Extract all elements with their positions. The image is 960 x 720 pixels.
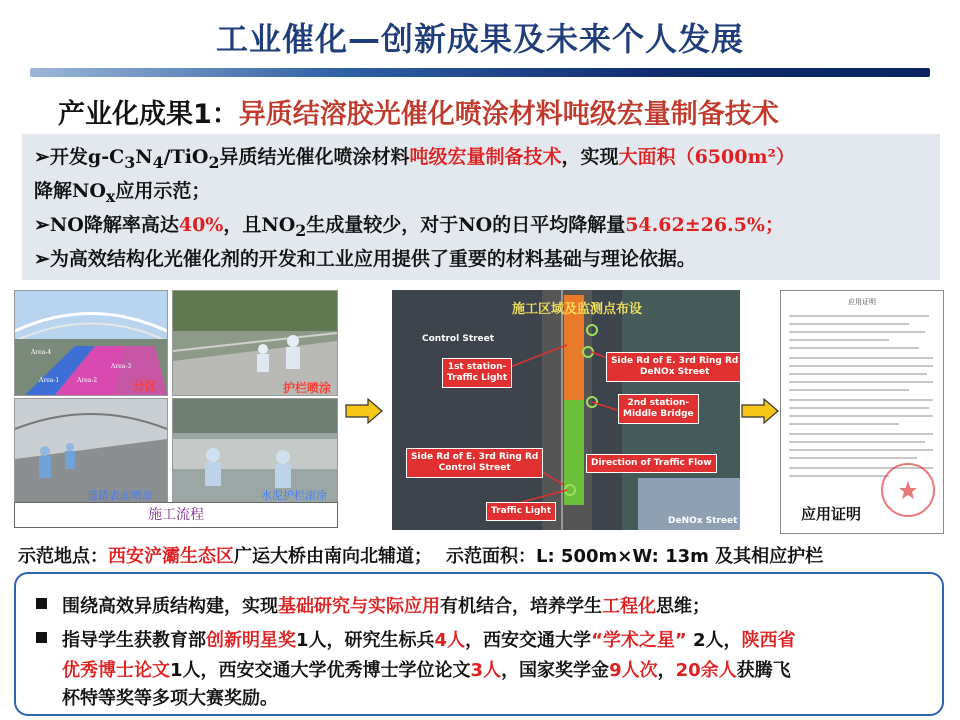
official-seal-icon: [879, 461, 937, 519]
slide-title: 工业催化—创新成果及未来个人发展: [215, 20, 744, 58]
subscript: 4: [152, 152, 164, 172]
subtitle-text: 异质结溶胶光催化喷涂材料吨级宏量制备技术: [238, 99, 779, 130]
location-place: 西安浐灞生态区: [108, 546, 234, 567]
text: N: [135, 146, 153, 168]
certificate-label: 应用证明: [801, 505, 862, 523]
bullet-arrow: ➢: [34, 248, 50, 270]
summary-line-2: [34, 176, 210, 206]
text: 生成量较少，对于NO的日平均降解量: [306, 214, 626, 236]
text: 围绕高效异质结构建，实现: [62, 596, 278, 617]
highlight: 9人次: [609, 660, 658, 681]
construction-process-caption: 施工流程: [14, 502, 338, 528]
text: NO降解率高达: [49, 214, 179, 236]
square-bullet-icon: [36, 632, 47, 643]
subtitle-label: 产业化成果1：: [58, 99, 239, 130]
highlight: 4人: [434, 630, 466, 651]
highlight: 创新明星奖: [206, 630, 296, 651]
map-label-side-control: Side Rd of E. 3rd Ring Rd Control Street: [406, 448, 543, 478]
location-label: 示范地点：: [18, 546, 108, 567]
photo-guardrail-spraying: [172, 290, 338, 396]
text: ，: [657, 660, 676, 681]
square-bullet-icon: [36, 598, 47, 609]
subscript: 3: [124, 152, 136, 172]
photo-label: 分区: [133, 379, 158, 393]
map-label-traffic-light: Traffic Light: [486, 502, 556, 521]
achievements-box: [14, 572, 944, 716]
application-certificate: [780, 290, 944, 534]
achievement-line-1: [62, 592, 710, 618]
area-label: 示范面积：L: 500m×W: 13m 及其相应护栏: [446, 546, 824, 567]
text: ，且NO: [223, 214, 296, 236]
highlight: 基础研究与实际应用: [278, 596, 440, 617]
text: 思维；: [656, 596, 710, 617]
text: 开发g-C: [49, 146, 125, 168]
text: ，实现: [561, 146, 619, 168]
summary-line-1: [34, 142, 795, 172]
text: 为高效结构化光催化剂的开发和工业应用提供了重要的材料基础与理论依据。: [49, 248, 696, 270]
photo-label: 护栏喷涂: [283, 381, 332, 395]
area-label: Area-1: [39, 377, 60, 384]
text: /TiO: [163, 146, 209, 168]
bullet-arrow: ➢: [34, 146, 50, 168]
highlight: 20余人: [675, 660, 737, 681]
map-label-traffic-direction: Direction of Traffic Flow: [586, 454, 717, 473]
text: 降解NO: [34, 180, 106, 202]
demo-location-line: [18, 542, 823, 568]
result-subtitle: [58, 92, 779, 131]
photo-label: 道路表面喷涂: [87, 489, 153, 502]
certificate-heading: 应用证明: [848, 298, 876, 306]
text: 1人，研究生标兵: [296, 630, 435, 651]
highlight: 40%: [178, 214, 224, 236]
summary-line-3: [34, 210, 784, 240]
subscript: 2: [295, 220, 307, 240]
bullet-arrow: ➢: [34, 214, 50, 236]
achievement-line-4: [62, 684, 278, 710]
achievement-line-3: [62, 656, 791, 682]
highlight: （6500m²）: [675, 146, 795, 168]
area-label: Area-3: [111, 363, 132, 370]
map-label-station-1: 1st station- Traffic Light: [442, 358, 512, 388]
text: 指导学生获教育部: [62, 630, 206, 651]
map-title: 施工区域及监测点布设: [512, 302, 643, 317]
photo-road-surface-spraying: [14, 398, 168, 504]
photo-guardrail-rolling: [172, 398, 338, 504]
text: 异质结光催化喷涂材料: [219, 146, 410, 168]
map-label-denox-street: DeNOx Street: [668, 516, 738, 526]
photo-road-zones: [14, 290, 168, 396]
photo-label: 水泥护栏滚涂: [261, 489, 327, 502]
text: 获腾飞: [736, 660, 791, 681]
highlight: 54.62±26.5%；: [625, 214, 784, 236]
text: 杯特等奖等多项大赛奖励。: [62, 688, 278, 709]
arrow-right-icon: [740, 398, 780, 424]
highlight: 3人: [470, 660, 502, 681]
highlight: 吨级宏量制备技术: [409, 146, 562, 168]
highlight: “学术之星”: [591, 630, 687, 651]
area-label: Area-4: [31, 349, 52, 356]
map-label-control-street: Control Street: [422, 334, 495, 344]
site-map: [392, 290, 740, 530]
subscript: 2: [208, 152, 220, 172]
text: ，国家奖学金: [501, 660, 610, 681]
highlight: 大面积: [618, 146, 676, 168]
highlight: 工程化: [602, 596, 656, 617]
map-label-station-2: 2nd station- Middle Bridge: [618, 394, 699, 424]
arrow-right-icon: [344, 398, 384, 424]
highlight: 优秀博士论文: [62, 660, 170, 681]
area-label: Area-2: [77, 377, 98, 384]
summary-box: [22, 134, 940, 280]
text: 有机结合，培养学生: [440, 596, 602, 617]
text: 2人，: [686, 630, 742, 651]
achievement-line-2: [62, 626, 796, 652]
location-desc: 广运大桥由南向北辅道；: [234, 546, 432, 567]
subscript: x: [105, 186, 116, 206]
text: 应用示范；: [115, 180, 211, 202]
text: 1人，西安交通大学优秀博士学位论文: [170, 660, 471, 681]
highlight: 陕西省: [741, 630, 796, 651]
text: ，西安交通大学: [465, 630, 592, 651]
summary-line-4: [34, 244, 696, 271]
title-underline: [30, 68, 930, 77]
map-label-side-denox: Side Rd of E. 3rd Ring Rd DeNOx Street: [606, 352, 740, 382]
